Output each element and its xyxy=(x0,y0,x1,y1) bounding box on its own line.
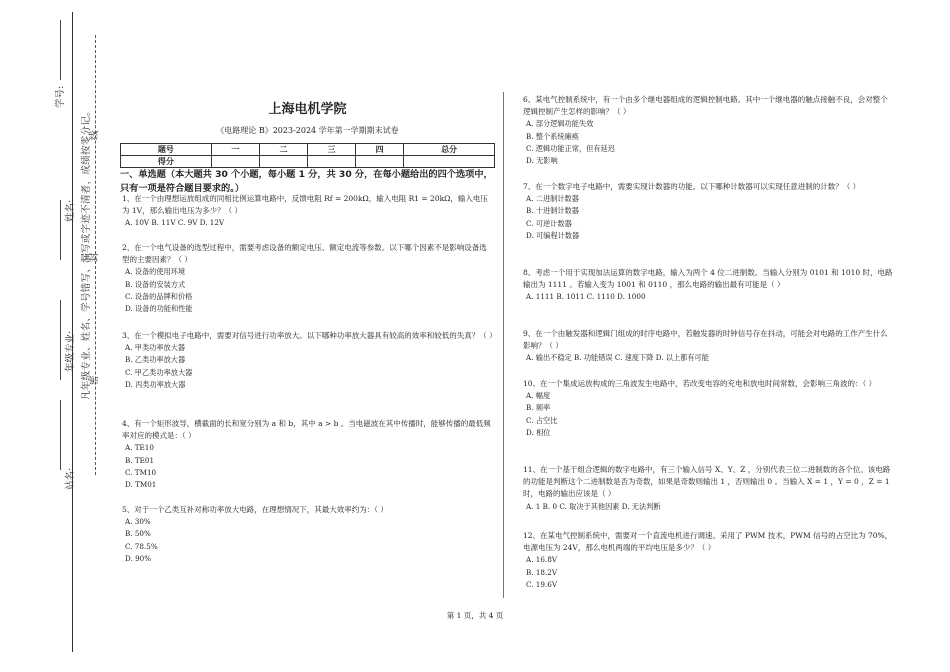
question-10 xyxy=(523,378,895,439)
score-input-cell[interactable] xyxy=(404,156,495,168)
binding-warning-note: 凡年级专业、姓名、学号错写、漏写或字迹不清者，成绩按零分记。 xyxy=(81,105,92,400)
score-input-cell[interactable] xyxy=(211,156,259,168)
question-stem: 3、在一个模拟电子电路中，需要对信号进行功率放大。以下哪种功率放大器具有较高的效率和较低的失真？（ ） xyxy=(122,331,497,340)
question-option: C. 甲乙类功率放大器 xyxy=(125,367,193,377)
question-11 xyxy=(523,464,895,513)
score-header-cell: 四 xyxy=(356,144,404,156)
student-id-label: 学号: xyxy=(55,85,66,108)
question-option: A. 甲类功率放大器 xyxy=(125,343,186,353)
question-option: C. 占空比 xyxy=(526,415,558,425)
question-option: C. 逻辑功能正常，但有延迟 xyxy=(526,143,615,153)
question-5 xyxy=(122,504,494,565)
question-option: A. 二进制计数器 xyxy=(526,194,579,204)
question-option: D. 可编程计数器 xyxy=(526,230,580,240)
section-heading: 一、单选题（本大题共 30 个小题，每小题 1 分，共 30 分，在每小题给出的四个选项中，只有一项是符合题目要求的。） xyxy=(120,169,493,194)
question-8 xyxy=(523,267,895,304)
question-option: A. TE10 xyxy=(125,443,154,453)
question-stem: 11、在一个基于组合逻辑的数字电路中，有三个输入信号 X、Y、Z ，分别代表三位二进制数的各个位。该电路的功能是判断这个二进制数是否为奇数，如果是奇数则输出 1 ，否则输出 0 。当输入 X = 1 ，Y = 0 ，Z = 1 时，电路的输出应该是（ ） xyxy=(523,465,891,499)
score-header-cell: 二 xyxy=(259,144,307,156)
score-row-label: 得分 xyxy=(121,156,212,168)
question-option: A. 10V B. 11V C. 9V D. 12V xyxy=(125,218,225,228)
question-option: A. 30% xyxy=(125,517,151,527)
question-stem: 7、在一个数字电子电路中，需要实现计数器的功能。以下哪种计数器可以实现任意进制的计数？（ ） xyxy=(523,182,861,191)
grade-major-fill-line xyxy=(60,300,61,380)
score-input-cell[interactable] xyxy=(259,156,307,168)
question-option: D. 相位 xyxy=(526,427,551,437)
question-6 xyxy=(523,94,895,167)
question-9 xyxy=(523,328,895,365)
question-option: A. 幅度 xyxy=(526,391,551,401)
question-stem: 4、有一个矩形波导，横截面的长和宽分别为 a 和 b，其中 a > b 。当电磁波在其中传播时，能够传播的最低频率对应的模式是：（ ） xyxy=(122,419,491,441)
score-header-cell: 一 xyxy=(211,144,259,156)
score-header-cell: 三 xyxy=(307,144,355,156)
school-name: 上海电机学院 xyxy=(268,102,347,117)
question-option: A. 1 B. 0 C. 取决于其他因素 D. 无法判断 xyxy=(526,501,661,511)
question-stem: 2、在一个电气设备的选型过程中，需要考虑设备的额定电压、额定电流等参数。以下哪个因素不是影响设备选型的主要因素？（ ） xyxy=(122,243,487,265)
question-option: A. 1111 B. 1011 C. 1110 D. 1000 xyxy=(526,292,646,302)
score-header-cell: 题号 xyxy=(121,144,212,156)
question-option: B. TE01 xyxy=(125,455,155,465)
question-option: B. 设备的安装方式 xyxy=(125,279,186,289)
score-header-cell: 总分 xyxy=(404,144,495,156)
question-option: C. 可逆计数器 xyxy=(526,218,572,228)
question-stem: 10、在一个集成运放构成的三角波发生电路中，若改变电容的充电和放电时间常数，会影响三角波的：（ ） xyxy=(523,379,877,388)
question-option: C. 78.5% xyxy=(125,541,158,551)
question-option: B. 18.2V xyxy=(526,567,558,577)
score-table-header-row xyxy=(121,144,495,156)
question-option: A. 16.8V xyxy=(526,555,557,565)
column-divider xyxy=(503,92,504,598)
question-stem: 9、在一个由触发器和逻辑门组成的时序电路中，若触发器的时钟信号存在抖动，可能会对电路的工作产生什么影响？（ ） xyxy=(523,329,888,351)
score-table xyxy=(120,143,495,168)
seal-char-mi: 密 xyxy=(89,375,100,385)
score-input-cell[interactable] xyxy=(356,156,404,168)
score-input-cell[interactable] xyxy=(307,156,355,168)
page-number: 第 1 页，共 4 页 xyxy=(446,611,504,620)
name-fill-line xyxy=(60,200,61,260)
question-option: B. 50% xyxy=(125,529,151,539)
exam-title: 《电路理论 B》2023-2024 学年第一学期期末试卷 xyxy=(216,126,399,135)
score-table-score-row xyxy=(121,156,495,168)
question-stem: 12、在某电气控制系统中，需要对一个直流电机进行调速。采用了 PWM 技术，PWM 信号的占空比为 70%，电源电压为 24V，那么电机两端的平均电压是多少？（ ） xyxy=(523,531,893,553)
question-option: A. 设备的使用环境 xyxy=(125,267,186,277)
question-option: B. 乙类功率放大器 xyxy=(125,355,186,365)
question-option: D. 丙类功率放大器 xyxy=(125,379,186,389)
question-stem: 5、对于一个乙类互补对称功率放大电路，在理想情况下，其最大效率约为：（ ） xyxy=(122,505,388,514)
question-option: D. TM01 xyxy=(125,480,157,490)
question-option: A. 输出不稳定 B. 功能错误 C. 速度下降 D. 以上都有可能 xyxy=(526,353,709,363)
question-4 xyxy=(122,418,494,491)
grade-major-label: 年级专业: xyxy=(65,330,76,372)
question-option: B. 频率 xyxy=(526,403,551,413)
question-option: B. 十进制计数器 xyxy=(526,206,579,216)
seal-char-xian: 线 xyxy=(89,130,100,140)
question-1 xyxy=(122,193,494,230)
student-id-fill-line xyxy=(60,20,61,80)
question-stem: 6、某电气控制系统中，有一个由多个继电器组成的逻辑控制电路。其中一个继电器的触点接触不良，会对整个逻辑控制产生怎样的影响？（ ） xyxy=(523,95,888,117)
question-7 xyxy=(523,181,895,242)
question-option: C. 19.6V xyxy=(526,579,558,589)
school-label: 站名: xyxy=(65,467,76,490)
question-option: B. 整个系统瘫痪 xyxy=(526,131,579,141)
question-stem: 8、考虑一个用于实现加法运算的数字电路，输入为两个 4 位二进制数。当输入分别为 0101 和 1010 时，电路输出为 1111 。若输入变为 1001 和 0110 ，那么电路的输出最有可能是（ ） xyxy=(523,268,893,290)
question-option: C. 设备的品牌和价格 xyxy=(125,291,193,301)
school-fill-line xyxy=(60,400,61,470)
question-option: D. 设备的功能和性能 xyxy=(125,304,193,314)
question-option: D. 90% xyxy=(125,553,152,563)
question-stem: 1、在一个由理想运放组成的同相比例运算电路中，反馈电阻 Rf = 200kΩ，输入电阻 R1 = 20kΩ，输入电压为 1V，那么输出电压为多少？（ ） xyxy=(122,194,488,216)
question-2 xyxy=(122,242,494,315)
name-label: 姓名: xyxy=(65,199,76,222)
question-12 xyxy=(523,530,895,591)
question-3 xyxy=(122,330,497,391)
question-option: D. 无影响 xyxy=(526,156,558,166)
seal-char-feng: 封 xyxy=(89,252,100,262)
question-option: A. 部分逻辑功能失效 xyxy=(526,119,594,129)
question-option: C. TM10 xyxy=(125,467,157,477)
